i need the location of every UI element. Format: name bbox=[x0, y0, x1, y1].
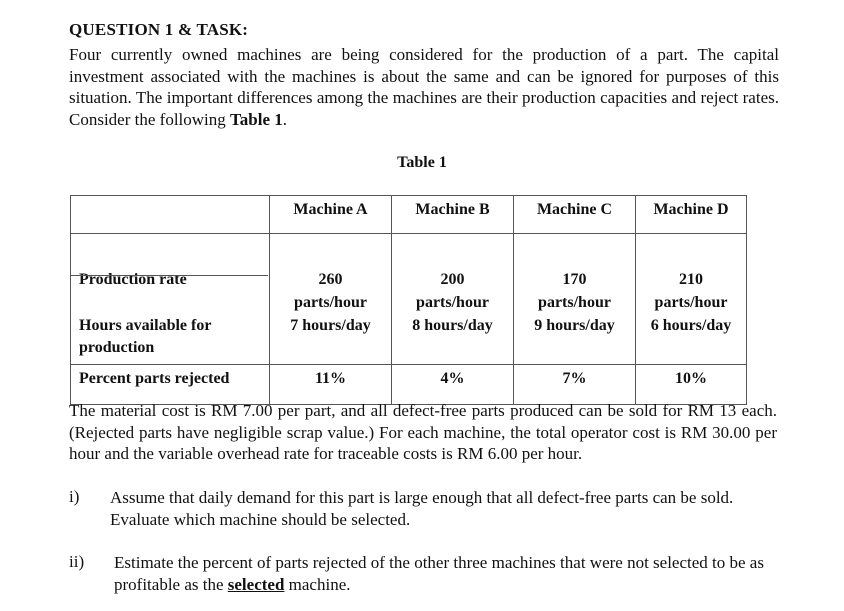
machine-d-values-cell bbox=[636, 234, 747, 365]
table-row-divider bbox=[70, 275, 268, 276]
table-header-empty-cell bbox=[71, 196, 270, 234]
intro-paragraph bbox=[69, 44, 779, 130]
hours-available-label-line2: production bbox=[79, 339, 155, 356]
machine-c-rejected: 7% bbox=[514, 365, 636, 405]
cost-paragraph: The material cost is RM 7.00 per part, and all defect-free parts produced can be sold for RM 13 each. (Rejected parts have negligible scrap value.) For each machine, the total operator cost is RM 30.00 per hour and the variable overhead rate for traceable costs is RM 6.00 per hour. bbox=[69, 401, 777, 464]
machine-c-rate-value: 170 bbox=[562, 271, 587, 288]
question-heading: QUESTION 1 & TASK: bbox=[69, 20, 249, 39]
production-rate-label: Production rate bbox=[79, 271, 187, 288]
machine-b-header: Machine B bbox=[392, 196, 514, 234]
intro-end: . bbox=[282, 109, 288, 129]
machine-a-rate-unit: parts/hour bbox=[294, 294, 367, 311]
row-labels-cell bbox=[71, 234, 270, 365]
subquestion-1-text: Assume that daily demand for this part is large enough that all defect-free parts can be sold. Evaluate which machine should be selected. bbox=[110, 488, 734, 529]
intro-text: Four currently owned machines are being considered for the production of a part. The capital investment associated with the machines is about the same and can be ignored for purposes of this situation. The important differences among the machines are their production capacities and reject rates. Consider the following bbox=[69, 45, 779, 129]
table-body-row bbox=[71, 234, 747, 365]
subquestion-2-text-before: Estimate the percent of parts rejected of the other three machines that were not selected to be as profitable as the bbox=[114, 553, 764, 594]
subquestion-2-text bbox=[114, 552, 778, 595]
percent-rejected-row bbox=[71, 365, 747, 405]
machine-c-values-cell bbox=[514, 234, 636, 365]
machine-a-values-cell bbox=[270, 234, 392, 365]
machine-c-header: Machine C bbox=[514, 196, 636, 234]
machine-d-rate-unit: parts/hour bbox=[654, 294, 728, 311]
machine-d-hours: 6 hours/day bbox=[650, 317, 732, 334]
machine-b-rate-unit: parts/hour bbox=[416, 294, 489, 311]
subquestion-2-number: ii) bbox=[69, 552, 85, 571]
machine-c-rate-unit: parts/hour bbox=[538, 294, 611, 311]
subquestion-1-number: i) bbox=[69, 487, 80, 506]
machine-b-rejected: 4% bbox=[392, 365, 514, 405]
subquestion-2-emphasis: selected bbox=[227, 574, 285, 594]
machine-a-header: Machine A bbox=[270, 196, 392, 234]
machine-b-values-cell bbox=[392, 234, 514, 365]
table-header-row bbox=[71, 196, 747, 234]
machine-comparison-table bbox=[70, 195, 747, 405]
subquestion-2-text-after: machine. bbox=[284, 574, 351, 594]
machine-a-hours: 7 hours/day bbox=[290, 317, 371, 334]
percent-rejected-label: Percent parts rejected bbox=[71, 365, 270, 405]
machine-b-rate-value: 200 bbox=[440, 271, 465, 288]
machine-a-rate-value: 260 bbox=[318, 271, 343, 288]
machine-d-rejected: 10% bbox=[636, 365, 747, 405]
machine-d-header: Machine D bbox=[636, 196, 747, 234]
hours-available-label-line1: Hours available for bbox=[79, 317, 212, 334]
machine-c-hours: 9 hours/day bbox=[534, 317, 615, 334]
machine-a-rejected: 11% bbox=[270, 365, 392, 405]
intro-table-reference: Table 1 bbox=[230, 109, 283, 129]
machine-d-rate-value: 210 bbox=[679, 271, 703, 288]
table-caption: Table 1 bbox=[397, 154, 447, 171]
machine-b-hours: 8 hours/day bbox=[412, 317, 493, 334]
